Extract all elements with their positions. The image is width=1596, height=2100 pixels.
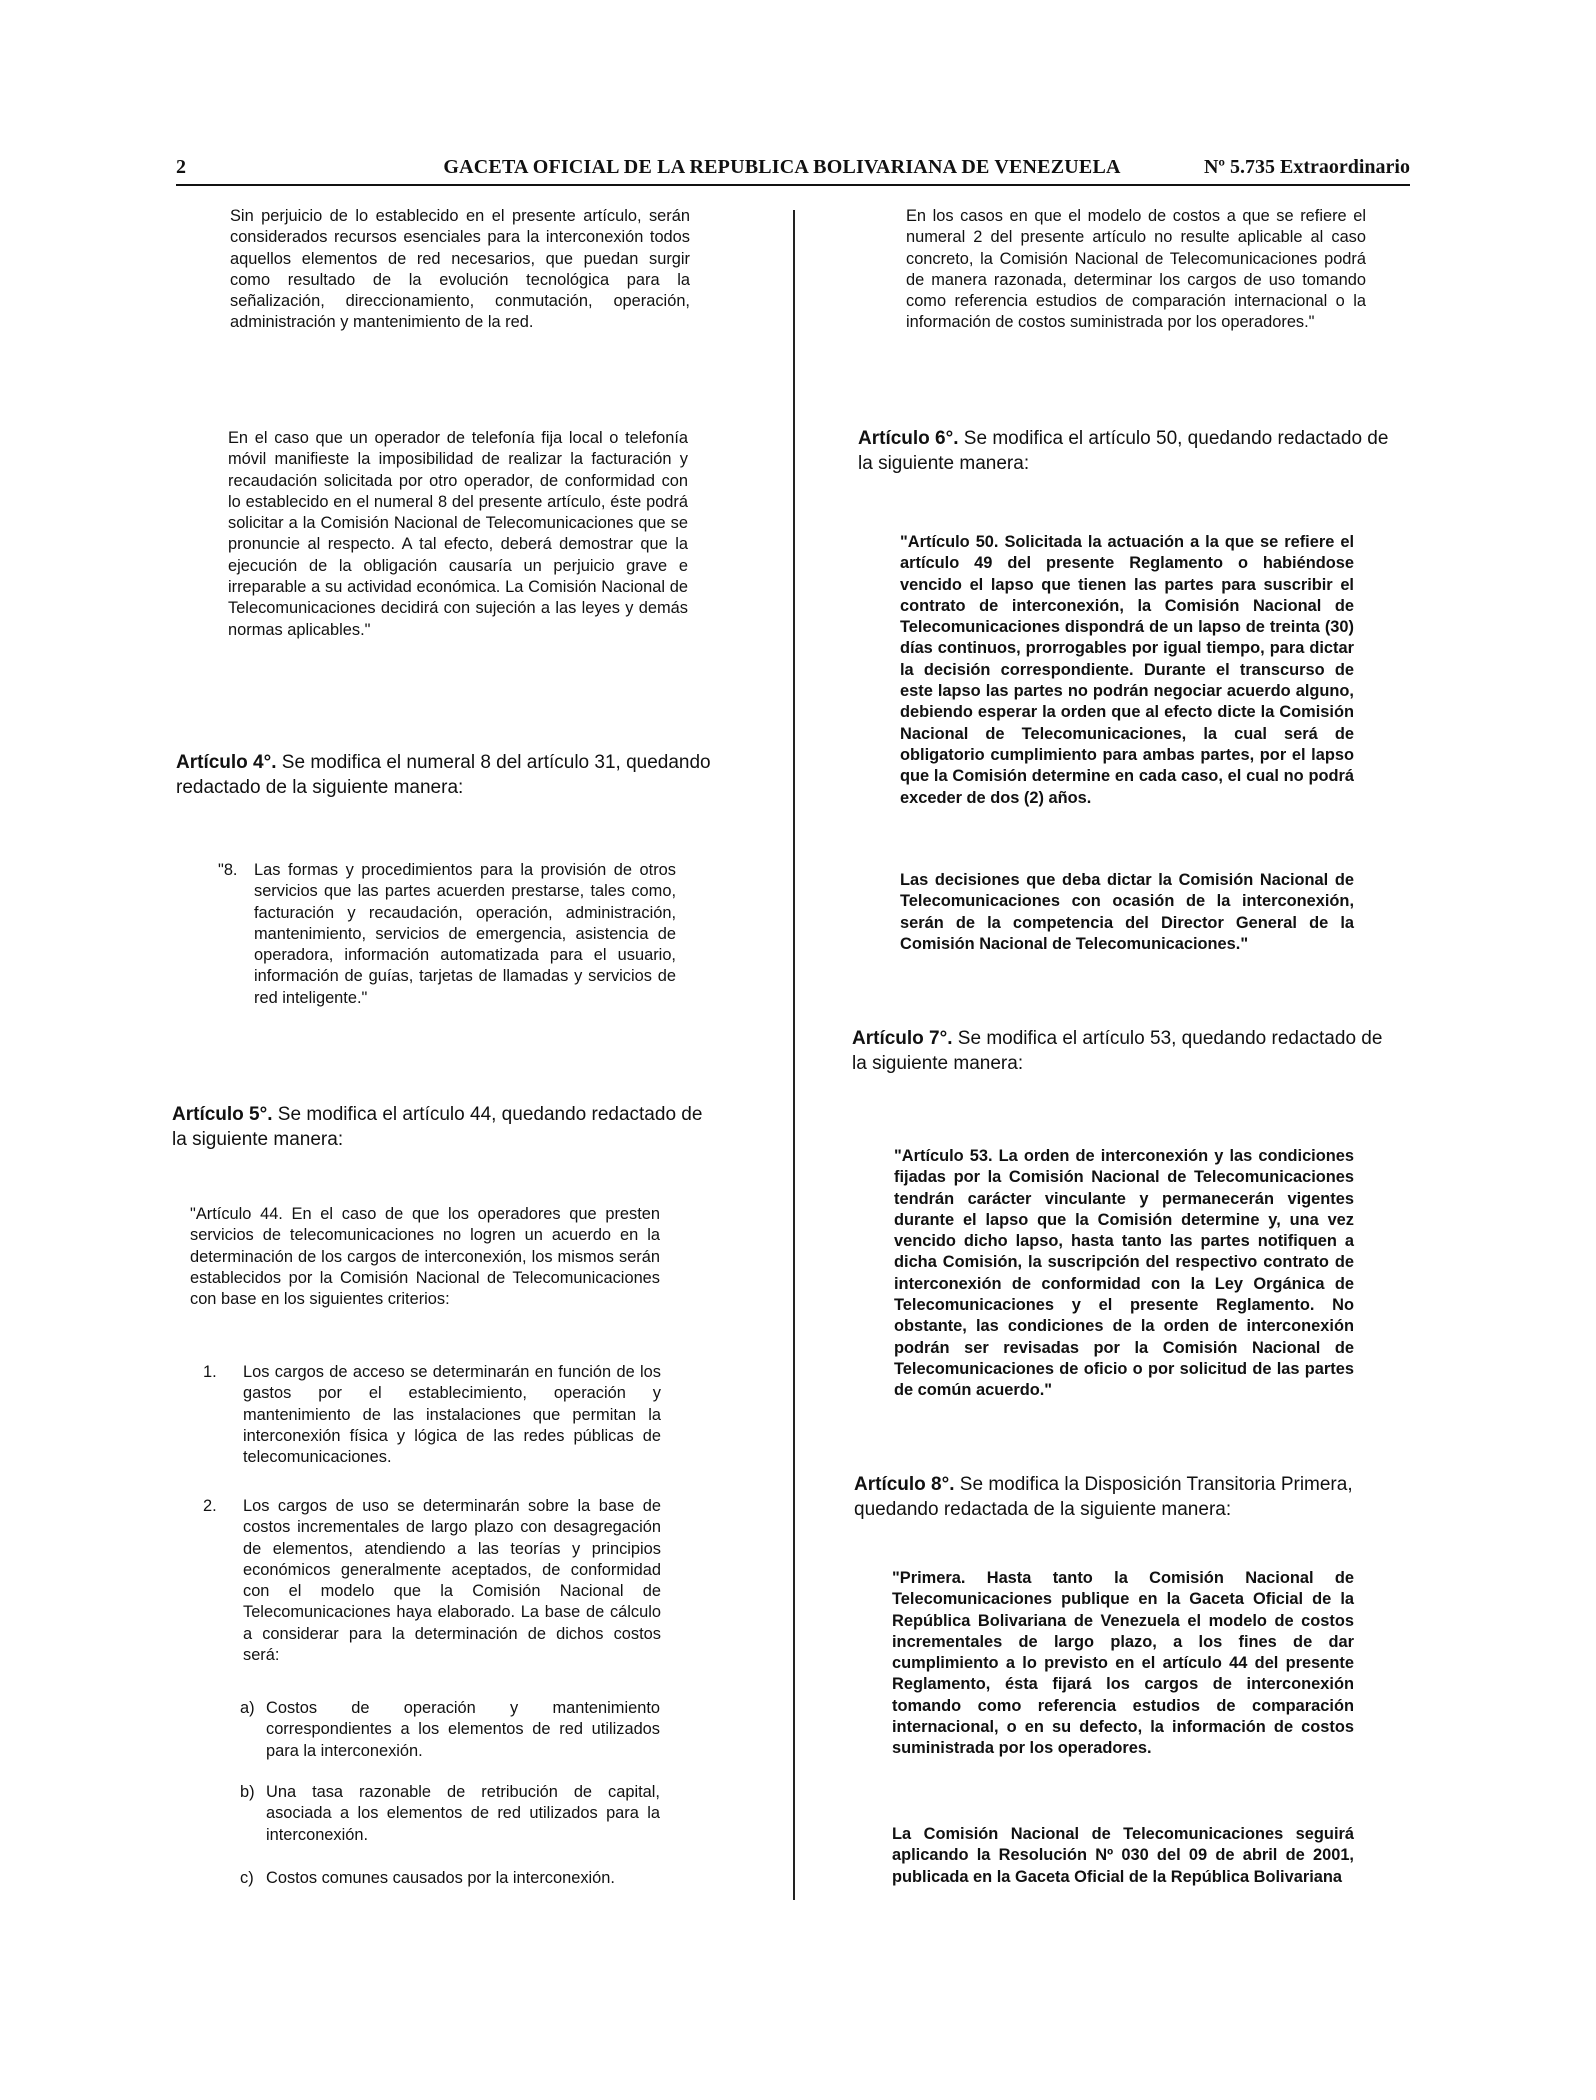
article-text: Se modifica el numeral 8 del artículo 31, quedando redactado de la siguiente manera: xyxy=(176,752,711,798)
list-text: Costos comunes causados por la interconexión. xyxy=(266,1869,615,1887)
gazette-title: GACETA OFICIAL DE LA REPUBLICA BOLIVARIANA DE VENEZUELA xyxy=(443,156,1121,178)
paragraph-articulo-44 xyxy=(190,1204,660,1310)
page-number: 2 xyxy=(176,156,186,178)
list-number: "8. xyxy=(218,861,238,879)
paragraph-articulo-50 xyxy=(900,532,1354,809)
list-number: 2. xyxy=(203,1497,217,1515)
paragraph-recursos-esenciales xyxy=(230,206,690,334)
list-text: Los cargos de acceso se determinarán en función de los gastos por el establecimiento, operación y mantenimiento de las instalaciones que permitan la interconexión física y lógica de las redes públicas de telecomunicaciones. xyxy=(243,1363,661,1467)
paragraph-text: "Artículo 44. En el caso de que los operadores que presten servicios de telecomunicaciones no logren un acuerdo en la determinación de los cargos de interconexión, los mismos serán establecidos por la Comisión Nacional de Telecomunicaciones con base en los siguientes criterios: xyxy=(190,1205,660,1309)
list-number: 1. xyxy=(203,1363,217,1381)
list-text: Costos de operación y mantenimiento correspondientes a los elementos de red utilizados para la interconexión. xyxy=(266,1699,660,1760)
article-label: Artículo 5°. xyxy=(172,1104,273,1125)
article-label: Artículo 7°. xyxy=(852,1028,953,1049)
article-label: Artículo 8°. xyxy=(854,1474,955,1495)
issue-number: Nº 5.735 Extraordinario xyxy=(1203,156,1410,178)
list-letter: b) xyxy=(240,1783,255,1801)
paragraph-resolucion xyxy=(892,1824,1354,1888)
paragraph-text: La Comisión Nacional de Telecomunicaciones seguirá aplicando la Resolución Nº 030 del 09 de abril de 2001, publicada en la Gaceta Oficial de la República Bolivariana xyxy=(892,1825,1354,1886)
article-label: Artículo 6°. xyxy=(858,428,959,449)
article-label: Artículo 4°. xyxy=(176,752,277,773)
subitem-b xyxy=(240,1782,660,1852)
paragraph-text: "Primera. Hasta tanto la Comisión Nacional de Telecomunicaciones publique en la Gaceta Oficial de la República Bolivariana de Venezuela el modelo de costos incrementales de largo plazo, a los fines de dar cumplimiento a lo previsto en el artículo 44 del presente Reglamento, ésta fijará los cargos de interconexión tomando como referencia estudios de comparación internacional, o en su defecto, la información de costos suministrada por los operadores. xyxy=(892,1569,1354,1758)
paragraph-articulo-53 xyxy=(894,1146,1354,1402)
subitem-c xyxy=(240,1868,660,1894)
article-text: Se modifica el artículo 44, quedando redactado de la siguiente manera: xyxy=(172,1104,703,1150)
criterion-2 xyxy=(203,1496,661,1666)
criterion-1 xyxy=(203,1362,661,1472)
article-5-heading xyxy=(172,1102,712,1152)
paragraph-text: "Artículo 53. La orden de interconexión y las condiciones fijadas por la Comisión Nacional de Telecomunicaciones tendrán carácter vinculante y permanecerán vigentes durante el lapso que la Comisión determine y, una vez vencido dicho lapso, hasta tanto las partes notifiquen a dicha Comisión, la suscripción del respectivo contrato de interconexión de conformidad con la Ley Orgánica de Telecomunicaciones y el presente Reglamento. No obstante, las condiciones de la orden de interconexión podrán ser revisadas por la Comisión Nacional de Telecomunicaciones de oficio o por solicitud de las partes de común acuerdo." xyxy=(894,1147,1354,1400)
article-7-heading xyxy=(852,1026,1392,1076)
paragraph-modelo-costos xyxy=(906,206,1366,334)
article-6-heading xyxy=(858,426,1398,476)
list-text: Los cargos de uso se determinarán sobre la base de costos incrementales de largo plazo con desagregación de elementos, atendiendo a las teorías y principios económicos generalmente aceptados, de conformidad con el modelo que la Comisión Nacional de Telecomunicaciones haya elaborado. La base de cálculo a considerar para la determinación de dichos costos será: xyxy=(243,1497,661,1665)
article-4-heading xyxy=(176,750,716,800)
list-letter: a) xyxy=(240,1699,255,1717)
column-divider xyxy=(793,210,795,1900)
article-text: Se modifica el artículo 53, quedando redactado de la siguiente manera: xyxy=(852,1028,1383,1074)
paragraph-primera xyxy=(892,1568,1354,1760)
page-header xyxy=(176,154,1410,182)
subitem-a xyxy=(240,1698,660,1768)
paragraph-decisiones xyxy=(900,870,1354,955)
article-8-heading xyxy=(854,1472,1394,1522)
list-text: Una tasa razonable de retribución de capital, asociada a los elementos de red utilizados para la interconexión. xyxy=(266,1783,660,1844)
article-text: Se modifica la Disposición Transitoria Primera, quedando redactada de la siguiente manera: xyxy=(854,1474,1353,1520)
paragraph-text: En el caso que un operador de telefonía fija local o telefonía móvil manifieste la imposibilidad de realizar la facturación y recaudación solicitada por otro operador, de conformidad con lo establecido en el numeral 8 del presente artículo, éste podrá solicitar a la Comisión Nacional de Telecomunicaciones que se pronuncie al respecto. A tal efecto, deberá demostrar que la ejecución de la obligación causaría un perjuicio grave e irreparable a su actividad económica. La Comisión Nacional de Telecomunicaciones decidirá con sujeción a las leyes y demás normas aplicables." xyxy=(228,429,688,639)
article-text: Se modifica el artículo 50, quedando redactado de la siguiente manera: xyxy=(858,428,1389,474)
paragraph-text: En los casos en que el modelo de costos a que se refiere el numeral 2 del presente artículo no resulte aplicable al caso concreto, la Comisión Nacional de Telecomunicaciones podrá de manera razonada, determinar los cargos de uso tomando como referencia estudios de comparación internacional o la información de costos suministrada por los operadores." xyxy=(906,207,1366,332)
list-item-8 xyxy=(218,860,676,1020)
paragraph-text: Las decisiones que deba dictar la Comisión Nacional de Telecomunicaciones con ocasión de la interconexión, serán de la competencia del Director General de la Comisión Nacional de Telecomunicaciones." xyxy=(900,871,1354,953)
paragraph-text: Sin perjuicio de lo establecido en el presente artículo, serán considerados recursos esenciales para la interconexión todos aquellos elementos de red necesarios, que puedan surgir como resultado de la evolución tecnológica para la señalización, direccionamiento, conmutación, operación, administración y mantenimiento de la red. xyxy=(230,207,690,332)
paragraph-facturacion xyxy=(228,428,688,641)
paragraph-text: "Artículo 50. Solicitada la actuación a la que se refiere el artículo 49 del presente Reglamento o habiéndose vencido el lapso que tienen las partes para suscribir el contrato de interconexión, la Comisión Nacional de Telecomunicaciones dispondrá de un lapso de treinta (30) días continuos, prorrogables por igual tiempo, para dictar la decisión correspondiente. Durante el transcurso de este lapso las partes no podrán negociar acuerdo alguno, debiendo esperar la orden que al efecto dicte la Comisión Nacional de Telecomunicaciones, la cual será de obligatorio cumplimiento para ambas partes, por el lapso que la Comisión determine en cada caso, el cual no podrá exceder de dos (2) años. xyxy=(900,533,1354,807)
list-letter: c) xyxy=(240,1869,254,1887)
list-text: Las formas y procedimientos para la provisión de otros servicios que las partes acuerden prestarse, tales como, facturación y recaudación, operación, administración, mantenimiento, servicios de emergencia, asistencia de operadora, información automatizada para el usuario, información de guías, tarjetas de llamadas y servicios de red inteligente." xyxy=(254,861,676,1007)
header-rule xyxy=(176,184,1410,186)
